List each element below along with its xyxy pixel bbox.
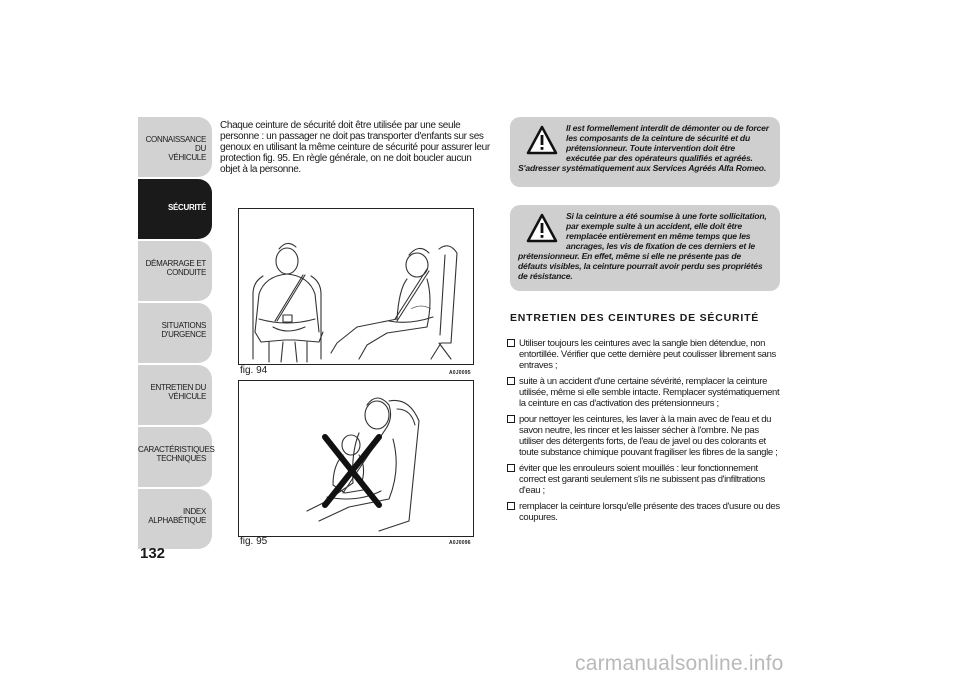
figure-reference-code: A0J0096 [449, 540, 471, 546]
warning-text: Il est formellement interdit de démonter ou de forcer les composants de la ceinture de sécurité et du prétensionneur. Toute intervention doit être exécutée par des opérateurs qualifiés et agréés. S'adresser systématiquement aux Services Agréés Alfa Romeo. [518, 123, 769, 173]
warning-box [510, 117, 780, 187]
child-on-lap-prohibited-illustration [239, 381, 473, 536]
tab-label-line: D'URGENCE [161, 330, 206, 339]
section-heading: ENTRETIEN DES CEINTURES DE SÉCURITÉ [510, 312, 760, 324]
list-item [507, 501, 782, 523]
figure-94-illustration [238, 208, 474, 365]
tab-label-line: VÉHICULE [168, 392, 206, 401]
tab-demarrage-et-conduite[interactable] [138, 241, 212, 301]
bullet-box-icon [507, 502, 515, 510]
bullet-box-icon [507, 415, 515, 423]
tab-label-line: INDEX [183, 507, 206, 516]
list-item [507, 376, 782, 409]
tab-label-line: ENTRETIEN DU [150, 383, 206, 392]
list-item [507, 414, 782, 458]
tab-connaissance-du-vehicule[interactable] [138, 117, 212, 177]
tab-caracteristiques-techniques[interactable] [138, 427, 215, 487]
tab-label-line: CONNAISSANCE DU [145, 135, 206, 153]
figure-reference-code: A0J0095 [449, 370, 471, 376]
figure-95-illustration [238, 380, 474, 537]
warning-box [510, 205, 780, 291]
tab-label-line: ALPHABÉTIQUE [148, 516, 206, 525]
tab-index-alphabetique[interactable] [138, 489, 212, 549]
warning-text: Si la ceinture a été soumise à une forte sollicitation, par exemple suite à un accident, elle doit être remplacée entièrement en même temps que les ancrages, les vis de fixation de ces derniers et le prétensionneur. En effet, même si elle ne présente pas de défauts visibles, la ceinture pourrait avoir perdu ses propriétés de résistance. [518, 211, 767, 281]
tab-label-line: CONDUITE [166, 268, 206, 277]
bullet-box-icon [507, 464, 515, 472]
list-item [507, 463, 782, 496]
page-number: 132 [140, 545, 166, 562]
figure-caption: fig. 94 [240, 365, 268, 376]
list-item-text: éviter que les enrouleurs soient mouillés : leur fonctionnement correct est garanti seulement s'ils ne subissent pas d'infiltrations d'eau ; [519, 463, 765, 496]
intro-paragraph: Chaque ceinture de sécurité doit être utilisée par une seule personne : un passager ne doit pas transporter d'enfants sur ses genoux en utilisant la même ceinture de sécurité pour assurer leur protection fig. 95. En règle générale, on ne doit boucler aucun objet à la personne. [220, 120, 490, 175]
watermark: carmanualsonline.info [575, 652, 784, 675]
warning-triangle-icon [526, 213, 558, 243]
seatbelt-adults-illustration [239, 209, 473, 364]
tab-label-line: SÉCURITÉ [167, 203, 206, 212]
bullet-box-icon [507, 377, 515, 385]
list-item-text: remplacer la ceinture lorsqu'elle présente des traces d'usure ou des coupures. [519, 501, 780, 523]
list-item [507, 338, 782, 371]
tab-label-line: SITUATIONS [161, 321, 206, 330]
tab-label-line: VÉHICULE [168, 153, 206, 162]
bullet-box-icon [507, 339, 515, 347]
section-tabs [138, 117, 215, 551]
list-item-text: pour nettoyer les ceintures, les laver à la main avec de l'eau et du savon neutre, les rincer et les laisser sécher à l'ombre. Ne pas utiliser des détergents forts, de l'eau de javel ou des colorants et toute substance chimique pouvant fragiliser les fibres de la sangle ; [519, 414, 778, 458]
tab-securite[interactable] [138, 179, 212, 239]
maintenance-bullet-list [507, 338, 782, 528]
tab-situations-d-urgence[interactable] [138, 303, 212, 363]
tab-label-line: DÉMARRAGE ET [145, 259, 206, 268]
tab-entretien-du-vehicule[interactable] [138, 365, 212, 425]
warning-triangle-icon [526, 125, 558, 155]
figure-caption: fig. 95 [240, 536, 268, 547]
list-item-text: Utiliser toujours les ceintures avec la sangle bien détendue, non entortillée. Vérifier que cette dernière peut coulisser librement sans entraves ; [519, 338, 776, 371]
list-item-text: suite à un accident d'une certaine sévérité, remplacer la ceinture utilisée, même si elle semble intacte. Remplacer systématiquement la ceinture en cas d'activation des prétensionneurs ; [519, 376, 780, 409]
tab-label-line: CARACTÉRISTIQUES [138, 445, 215, 454]
tab-label-line: TECHNIQUES [156, 454, 206, 463]
